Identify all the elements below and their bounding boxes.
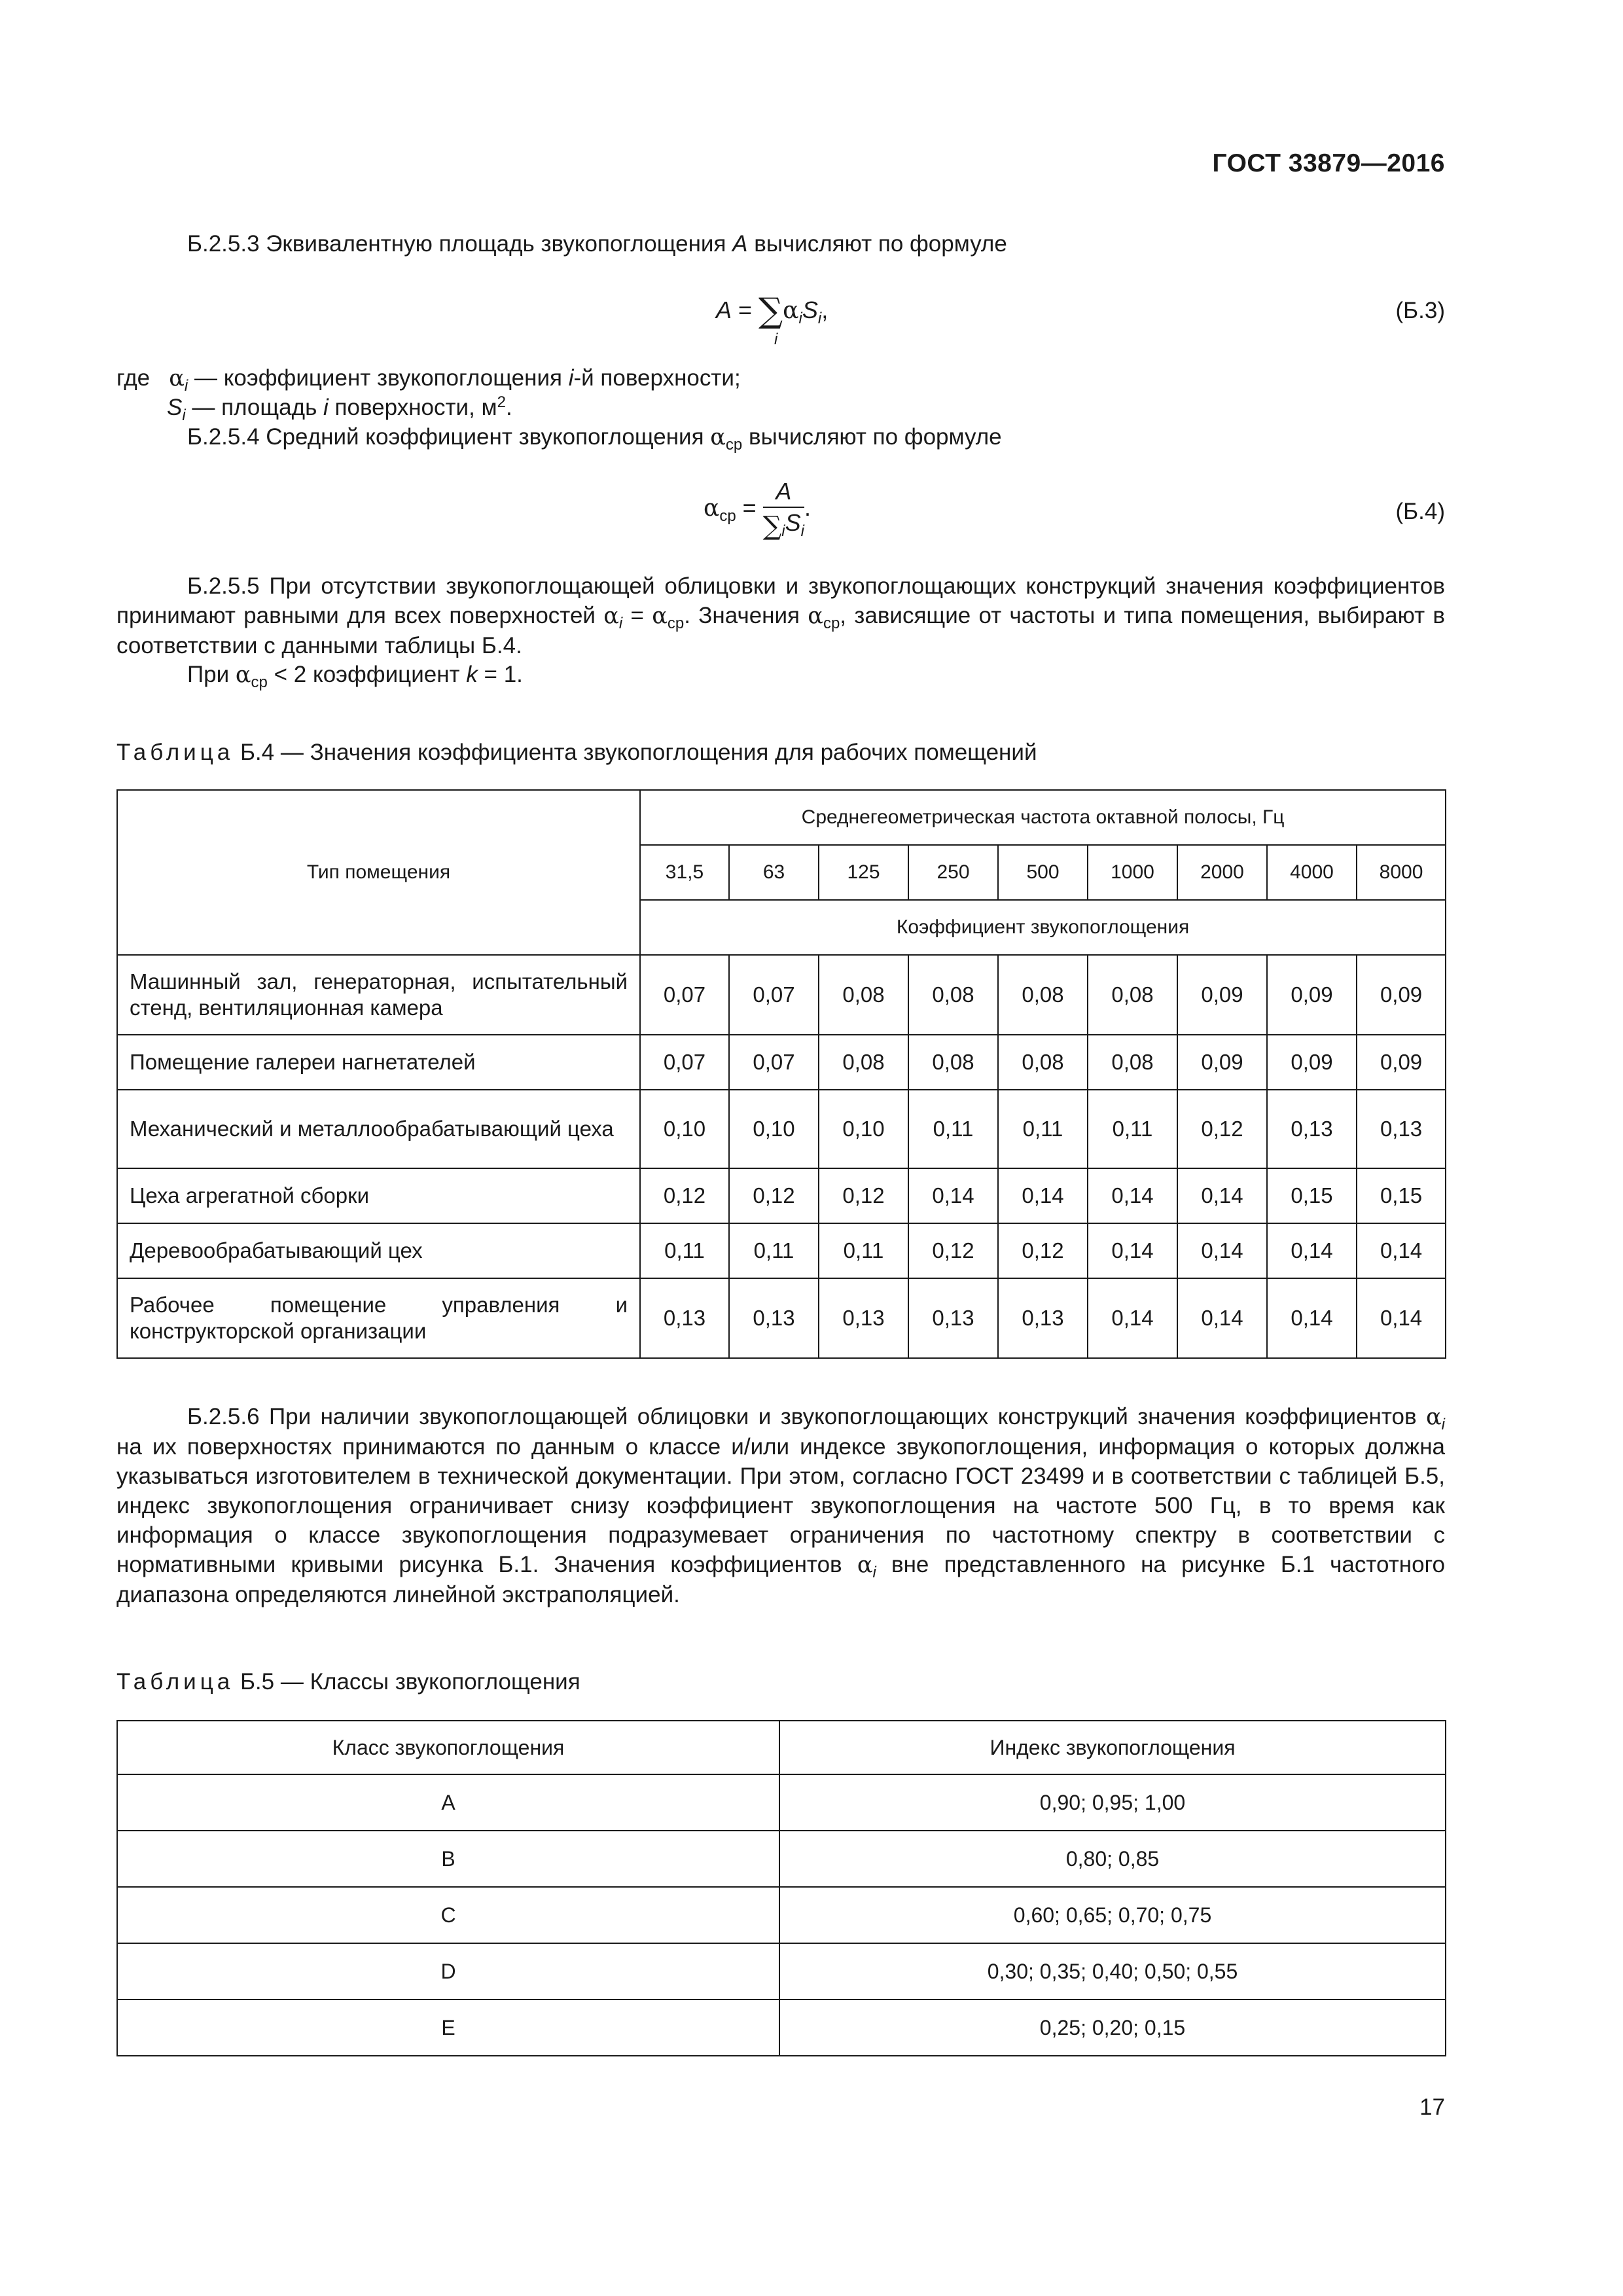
table-b5-index-header: Индекс звукопоглощения [779,1721,1446,1774]
frequency-header-cell: 31,5 [640,845,729,900]
class-cell: C [117,1887,779,1943]
coefficient-cell: 0,14 [1177,1223,1267,1278]
coefficient-cell: 0,09 [1267,955,1357,1035]
coefficient-cell: 0,11 [729,1223,819,1278]
coefficient-cell: 0,08 [998,1035,1088,1090]
table-row [117,1887,1446,1943]
index-cell: 0,25; 0,20; 0,15 [779,2000,1446,2056]
coefficient-cell: 0,08 [908,955,998,1035]
where-s-line: $S_i$ — площадь i поверхности, $м^2$. [167,393,512,424]
paragraph-b255-condition: При $\alpha_{ср} < 2$ коэффициент k = 1. [187,662,523,691]
coefficient-cell: 0,12 [819,1168,908,1223]
room-type-cell: Цеха агрегатной сборки [117,1168,640,1223]
index-cell: 0,90; 0,95; 1,00 [779,1774,1446,1831]
coefficient-cell: 0,08 [908,1035,998,1090]
coefficient-cell: 0,13 [1357,1090,1446,1168]
coefficient-cell: 0,14 [1357,1278,1446,1358]
frequency-header-cell: 63 [729,845,819,900]
coefficient-cell: 0,09 [1357,1035,1446,1090]
table-row [117,1090,1446,1168]
table-b4-caption: Таблица Б.4 — Значения коэффициента звукопоглощения для рабочих помещений [116,740,1037,765]
formula-b3-number: (Б.3) [1395,298,1445,323]
coefficient-cell: 0,09 [1177,955,1267,1035]
frequency-header-cell: 1000 [1088,845,1177,900]
coefficient-cell: 0,11 [819,1223,908,1278]
coefficient-cell: 0,14 [1177,1168,1267,1223]
table-row [117,1943,1446,2000]
table-b5-caption: Таблица Б.5 — Классы звукопоглощения [116,1669,580,1695]
room-type-cell: Механический и металлообрабатывающий цеха [117,1090,640,1168]
table-row [117,1035,1446,1090]
table-b4-coefficient-header: Коэффициент звукопоглощения [640,900,1446,955]
index-cell: 0,60; 0,65; 0,70; 0,75 [779,1887,1446,1943]
coefficient-cell: 0,08 [819,1035,908,1090]
paragraph-b254: Б.2.5.4 Средний коэффициент звукопоглощения $\alpha_{ср}$ вычисляют по формуле [187,424,1002,454]
coefficient-cell: 0,12 [729,1168,819,1223]
coefficient-cell: 0,08 [819,955,908,1035]
coefficient-cell: 0,10 [640,1090,729,1168]
table-b4 [116,789,1446,1359]
coefficient-cell: 0,13 [729,1278,819,1358]
coefficient-cell: 0,12 [998,1223,1088,1278]
coefficient-cell: 0,11 [1088,1090,1177,1168]
table-row [117,1278,1446,1358]
coefficient-cell: 0,10 [819,1090,908,1168]
coefficient-cell: 0,14 [1088,1223,1177,1278]
class-cell: A [117,1774,779,1831]
paragraph-b253: Б.2.5.3 Эквивалентную площадь звукопоглощения A вычисляют по формуле [187,231,1007,257]
frequency-header-cell: 4000 [1267,845,1357,900]
coefficient-cell: 0,15 [1267,1168,1357,1223]
index-cell: 0,80; 0,85 [779,1831,1446,1887]
coefficient-cell: 0,15 [1357,1168,1446,1223]
formula-b3-sum-index: i [774,331,778,348]
page-number: 17 [1419,2094,1445,2120]
room-type-cell: Деревообрабатывающий цех [117,1223,640,1278]
coefficient-cell: 0,14 [1267,1223,1357,1278]
class-cell: B [117,1831,779,1887]
fraction: $\frac{A}{\sum_iS_i}$ [762,478,804,541]
coefficient-cell: 0,09 [1177,1035,1267,1090]
table-row [117,955,1446,1035]
frequency-header-cell: 8000 [1357,845,1446,900]
room-type-cell: Машинный зал, генераторная, испытательный стенд, вентиляционная камера [117,955,640,1035]
coefficient-cell: 0,13 [908,1278,998,1358]
table-b5-class-header: Класс звукопоглощения [117,1721,779,1774]
frequency-header-cell: 500 [998,845,1088,900]
coefficient-cell: 0,07 [640,1035,729,1090]
class-cell: D [117,1943,779,2000]
sum-symbol: ∑ [758,291,783,331]
formula-b3: $A = \sum\alpha_iS_i$, [716,291,829,331]
formula-b4-number: (Б.4) [1395,499,1445,524]
coefficient-cell: 0,14 [1177,1278,1267,1358]
coefficient-cell: 0,11 [640,1223,729,1278]
frequency-header-cell: 125 [819,845,908,900]
coefficient-cell: 0,10 [729,1090,819,1168]
table-b4-room-type-header: Тип помещения [117,790,640,955]
table-row [117,1168,1446,1223]
coefficient-cell: 0,14 [998,1168,1088,1223]
table-row [117,1831,1446,1887]
index-cell: 0,30; 0,35; 0,40; 0,50; 0,55 [779,1943,1446,2000]
room-type-cell: Помещение галереи нагнетателей [117,1035,640,1090]
coefficient-cell: 0,13 [1267,1090,1357,1168]
table-row [117,1223,1446,1278]
coefficient-cell: 0,12 [1177,1090,1267,1168]
frequency-header-cell: 2000 [1177,845,1267,900]
table-row [117,2000,1446,2056]
table-b4-frequency-header: Среднегеометрическая частота октавной полосы, Гц [640,790,1446,845]
coefficient-cell: 0,13 [819,1278,908,1358]
coefficient-cell: 0,13 [998,1278,1088,1358]
table-b5 [116,1720,1446,2056]
coefficient-cell: 0,09 [1357,955,1446,1035]
coefficient-cell: 0,14 [1357,1223,1446,1278]
class-cell: E [117,2000,779,2056]
coefficient-cell: 0,11 [998,1090,1088,1168]
coefficient-cell: 0,07 [729,955,819,1035]
coefficient-cell: 0,08 [998,955,1088,1035]
coefficient-cell: 0,11 [908,1090,998,1168]
coefficient-cell: 0,14 [908,1168,998,1223]
coefficient-cell: 0,12 [908,1223,998,1278]
paragraph-b256: Б.2.5.6 При наличии звукопоглощающей облицовки и звукопоглощающих конструкций значения коэффициентов $\alpha_i$ на их поверхностях принимаются по данным о классе и/или индексе звукопоглощения, информация о которых должна указываться изготовителем в технической документации. При этом, согласно ГОСТ 23499 и в соответствии с таблицей Б.5, индекс звукопоглощения ограничивает снизу коэффициент звукопоглощения на частоте 500 Гц, в то время как информация о классе звукопоглощения подразумевает ограничения по частотному спектру в соответствии с нормативными кривыми рисунка Б.1. Значения коэффициентов $\alpha_i$ вне представленного на рисунке Б.1 частотного диапазона определяются линейной экстраполяцией. [116,1404,1445,1607]
frequency-header-cell: 250 [908,845,998,900]
coefficient-cell: 0,12 [640,1168,729,1223]
coefficient-cell: 0,08 [1088,1035,1177,1090]
coefficient-cell: 0,13 [640,1278,729,1358]
coefficient-cell: 0,09 [1267,1035,1357,1090]
coefficient-cell: 0,14 [1088,1278,1177,1358]
paragraph-b255: Б.2.5.5 При отсутствии звукопоглощающей облицовки и звукопоглощающих конструкций значения коэффициентов принимают равными для всех поверхностей $\alpha_i = \alpha_{ср}$. Значения $\alpha_{ср}$, зависящие от частоты и типа помещения, выбирают в соответствии с данными таблицы Б.4. [116,573,1446,658]
coefficient-cell: 0,08 [1088,955,1177,1035]
formula-b4: $\alpha_{ср}$ = $\frac{A}{\sum_iS_i}$ . [704,478,811,541]
table-row [117,1774,1446,1831]
coefficient-cell: 0,07 [729,1035,819,1090]
coefficient-cell: 0,07 [640,955,729,1035]
where-alpha-line: где $\alpha_i$ — коэффициент звукопоглощения i-й поверхности; [116,365,741,395]
document-id: ГОСТ 33879—2016 [1212,149,1445,177]
coefficient-cell: 0,14 [1267,1278,1357,1358]
room-type-cell: Рабочее помещение управления и конструкторской организации [117,1278,640,1358]
coefficient-cell: 0,14 [1088,1168,1177,1223]
